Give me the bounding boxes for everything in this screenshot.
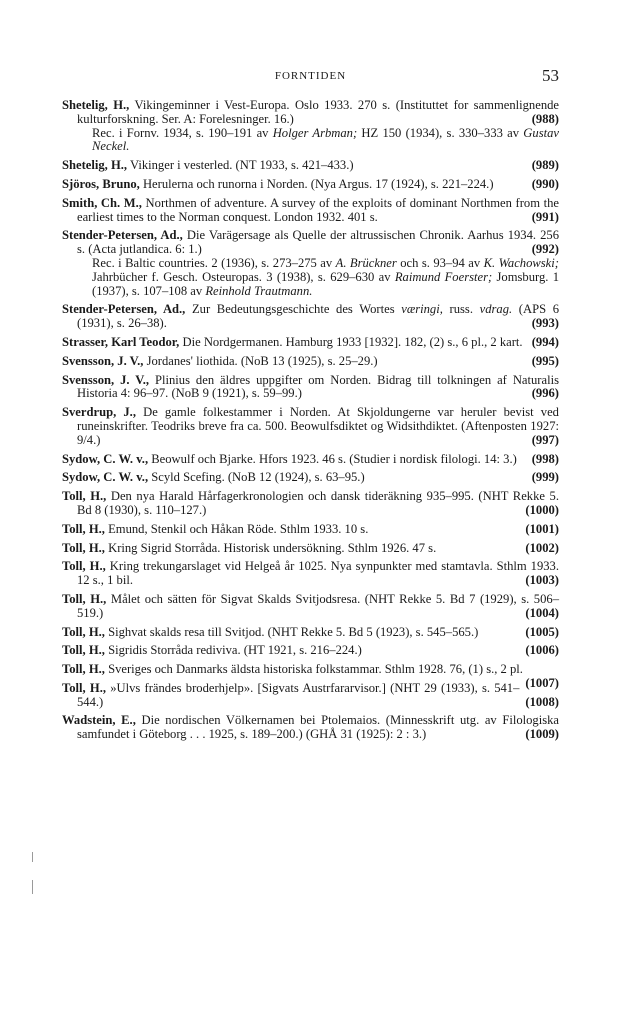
entry-990: Sjöros, Bruno, Herulerna och runorna i Norden. (Nya Argus. 17 (1924), s. 221–224.) (990): [62, 176, 559, 191]
entry-1004: Toll, H., Målet och sätten för Sigvat Skalds Svitjodsresa. (NHT Rekke 5. Bd 7 (1929), s. 506–519.) (1004): [62, 591, 559, 620]
entry-number: (1008): [525, 694, 559, 709]
entry-number: (992): [531, 242, 559, 257]
page-header: [62, 66, 559, 86]
entry-994: Strasser, Karl Teodor, Die Nordgermanen. Hamburg 1933 [1932]. 182, (2) s., 6 pl., 2 kart. (994): [62, 334, 559, 349]
entry-995: Svensson, J. V., Jordanes' liothida. (NoB 13 (1925), s. 25–29.) (995): [62, 353, 559, 368]
entry-number: (1002): [525, 540, 559, 555]
entry-number: (1000): [525, 502, 559, 517]
entry-1006: Toll, H., Sigridis Storråda rediviva. (HT 1921, s. 216–224.) (1006): [62, 643, 559, 658]
entry-number: (996): [531, 386, 559, 401]
entry-989: Shetelig, H., Vikinger i vesterled. (NT 1933, s. 421–433.) (989): [62, 158, 559, 173]
entry-number: (994): [531, 334, 559, 349]
entry-1009: Wadstein, E., Die nordischen Völkernamen bei Ptolemaios. (Minnesskrift utg. av Filologiska samfundet i Göteborg . . . 1925, s. 189–200.) (GHÅ 31 (1925): 2 : 3.) (1009): [62, 713, 560, 742]
entry-number: (1004): [525, 605, 559, 620]
entry-number: (998): [531, 451, 559, 466]
entry-997: Sverdrup, J., De gamle folkestammer i Norden. At Skjoldungerne var heruler bevist ved runeinskrifter. Teodriks breve fra ca. 500. Beowulfsdiktet og Widsithdiktet. (Aftenposten 1927: 9/4.) (997): [62, 405, 559, 447]
entry-number: (1007): [525, 675, 559, 690]
entry-1007: Toll, H., Sveriges och Danmarks äldsta historiska folkstammar. Sthlm 1928. 76, (1) s., 2 pl. (1007): [62, 662, 559, 690]
entry-number: (991): [531, 209, 559, 224]
entry-number: (997): [531, 432, 559, 447]
entry-1001: Toll, H., Emund, Stenkil och Håkan Röde. Sthlm 1933. 10 s. (1001): [62, 521, 559, 536]
entry-1003: Toll, H., Kring trekungarslaget vid Helgeå år 1025. Nya synpunkter med stamtavla. Sthlm 1933. 12 s., 1 bil. (1003): [62, 559, 560, 588]
entry-1008: Toll, H., »Ulvs frändes broderhjelp». [Sigvats Austrfararvisor.] (NHT 29 (1933), s. 541–544.) (1008): [62, 680, 559, 709]
review-note: Rec. i Baltic countries. 2 (1936), s. 273–275 av A. Brückner och s. 93–94 av K. Wachowski; Jahrbücher f. Gesch. Osteuropas. 3 (1938), s. 629–630 av Raimund Foerster; Jomsburg. 1 (1937), s. 107–108 av Reinhold Trautmann.: [92, 255, 560, 298]
entry-number: (1009): [525, 727, 559, 742]
entry-number: (990): [531, 176, 559, 191]
entry-993: Stender-Petersen, Ad., Zur Bedeutungsgeschichte des Wortes væringi, russ. vdrag. (APS 6 (1931), s. 26–38). (993): [62, 302, 560, 331]
entry-number: (995): [531, 353, 559, 368]
entry-number: (988): [531, 111, 559, 126]
entry-996: Svensson, J. V., Plinius den äldres uppgifter om Norden. Bidrag till tolkningen af Naturalis Historia 4: 96–97. (NoB 9 (1921), s. 59–99.) (996): [62, 372, 559, 401]
entry-988: Shetelig, H., Vikingeminner i Vest-Europa. Oslo 1933. 270 s. (Instituttet for sammenlignende kulturforskning. Ser. A: Forelesninger. 16.) (988) Rec. i Fornv. 1934, s. 190–191 av Holger Arbman; HZ 150 (1934), s. 330–333 av Gustav Neckel.: [62, 98, 560, 154]
margin-mark: [32, 880, 33, 894]
entry-number: (1003): [525, 573, 559, 588]
entry-number: (989): [531, 158, 559, 173]
entry-998: Sydow, C. W. v., Beowulf och Bjarke. Hfors 1923. 46 s. (Studier i nordisk filologi. 14: 3.) (998): [62, 451, 559, 466]
entry-number: (999): [531, 470, 559, 485]
entry-number: (993): [531, 316, 559, 331]
entry-1005: Toll, H., Sighvat skalds resa till Svitjod. (NHT Rekke 5. Bd 5 (1923), s. 545–565.) (1005): [62, 624, 559, 639]
entry-number: (1005): [525, 624, 559, 639]
running-head: FORNTIDEN: [274, 70, 347, 82]
page-number: 53: [542, 66, 559, 85]
bibliography-list: [62, 99, 559, 747]
entry-991: Smith, Ch. M., Northmen of adventure. A survey of the exploits of dominant Northmen from the earliest times to the Norman conquest. London 1932. 401 s. (991): [62, 195, 559, 224]
entry-992: Stender-Petersen, Ad., Die Varägersage als Quelle der altrussischen Chronik. Aarhus 1934. 256 s. (Acta jutlandica. 6: 1.) (992) Rec. i Baltic countries. 2 (1936), s. 273–275 av A. Brückner och s. 93–94 av K. Wachowski; Jahrbücher f. Gesch. Osteuropas. 3 (1938), s. 629–630 av Raimund Foerster; Jomsburg. 1 (1937), s. 107–108 av Reinhold Trautmann.: [62, 228, 560, 298]
review-note: Rec. i Fornv. 1934, s. 190–191 av Holger Arbman; HZ 150 (1934), s. 330–333 av Gustav Neckel.: [92, 125, 559, 154]
entry-number: (1001): [525, 521, 559, 536]
margin-mark: [32, 852, 33, 862]
entry-1000: Toll, H., Den nya Harald Hårfagerkronologien och dansk tideräkning 935–995. (NHT Rekke 5. Bd 8 (1930), s. 110–127.) (1000): [62, 489, 559, 517]
entry-number: (1006): [525, 643, 559, 658]
entry-999: Sydow, C. W. v., Scyld Scefing. (NoB 12 (1924), s. 63–95.) (999): [62, 470, 559, 485]
entry-1002: Toll, H., Kring Sigrid Storråda. Historisk undersökning. Sthlm 1926. 47 s. (1002): [62, 540, 559, 555]
